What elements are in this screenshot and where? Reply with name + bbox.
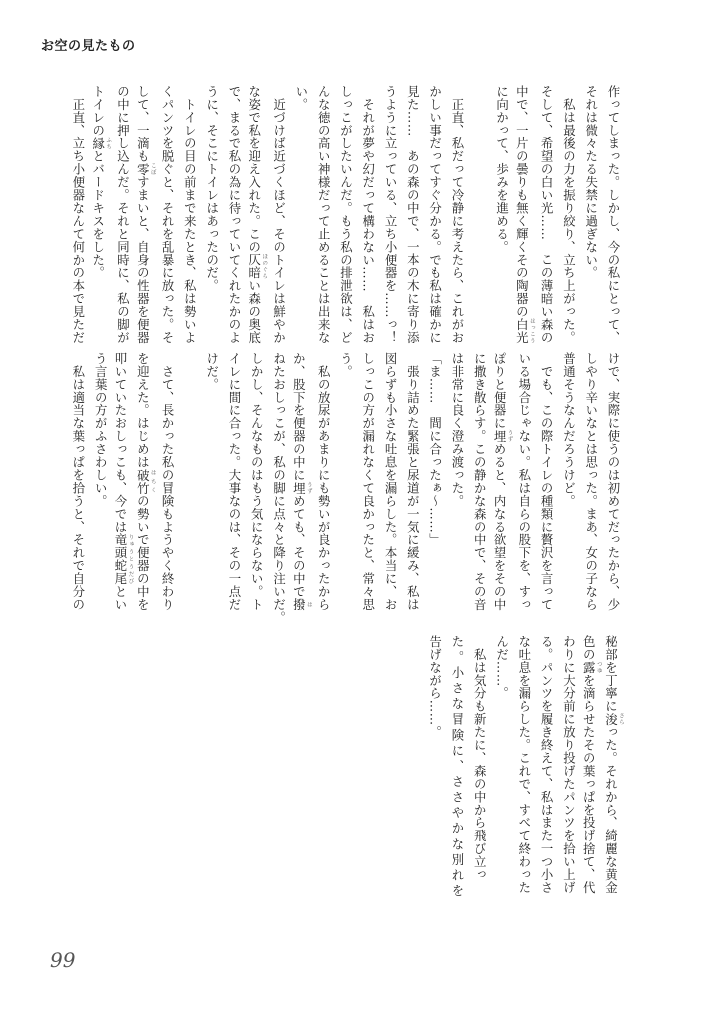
text-segment: 見た…… あの森の中で、一本の木に寄り添 bbox=[405, 85, 421, 344]
text-segment: 近づけば近づくほど、そのトイレは鮮やか bbox=[271, 85, 287, 344]
ruby-reading: ふち bbox=[105, 136, 112, 150]
text-segment: くパンツを脱ぐと、それを乱暴に放った。そ bbox=[160, 85, 176, 344]
text-line bbox=[579, 635, 601, 897]
ruby-reading: こぼ bbox=[149, 162, 156, 176]
ruby-reading: うず bbox=[305, 481, 312, 495]
text-segment: トイレの目の前まで来たとき、私は勢いよ bbox=[182, 85, 198, 344]
text-segment: いる場合じゃない。私は自らの股下を、すっ bbox=[516, 352, 532, 611]
text-line bbox=[490, 352, 512, 614]
text-line bbox=[513, 635, 535, 897]
text-segment: か、股下を便器の中に bbox=[291, 352, 307, 482]
text-tier-1 bbox=[66, 85, 624, 347]
text-segment: とい bbox=[112, 585, 128, 612]
text-line bbox=[602, 635, 624, 897]
text-segment: は非常に良く澄み渡った。 bbox=[449, 352, 465, 508]
ruby-word bbox=[603, 712, 624, 726]
ruby-base: 撥 bbox=[291, 598, 307, 612]
text-segment: けで、実際に使うのは初めてだったから、少 bbox=[606, 352, 621, 611]
text-segment: すまいと、自身の性器を便器 bbox=[135, 175, 151, 345]
text-line bbox=[156, 85, 178, 347]
text-line bbox=[513, 352, 535, 614]
ruby-reading: は bbox=[305, 598, 312, 611]
text-segment: で、まるで私の為に待っていてくれたかのよ bbox=[226, 85, 242, 344]
ruby-base: 破竹 bbox=[135, 468, 151, 495]
text-line bbox=[245, 85, 267, 347]
text-segment: そして、希望の白い光…… この薄暗い森の bbox=[539, 85, 555, 344]
text-line bbox=[379, 352, 401, 614]
text-segment: しっこがしたいんだ。もう私の排泄欲は、ど bbox=[338, 85, 354, 344]
ruby-reading: りゅうとうだび bbox=[127, 533, 134, 586]
ruby-word bbox=[135, 162, 156, 176]
ruby-word bbox=[246, 253, 268, 280]
text-line bbox=[178, 352, 200, 614]
ruby-word bbox=[514, 318, 535, 345]
text-segment: 私の放尿があまりにも勢いが良かったから bbox=[316, 352, 332, 611]
text-line bbox=[602, 85, 624, 347]
text-segment: イレに間に合った。大事なのは、その一点だ bbox=[226, 352, 242, 611]
text-line bbox=[557, 352, 579, 614]
text-line bbox=[267, 352, 289, 624]
text-line bbox=[401, 85, 423, 347]
ruby-reading: さら bbox=[618, 712, 624, 726]
text-line bbox=[200, 85, 222, 347]
ruby-base: 白光 bbox=[514, 318, 530, 345]
text-line bbox=[468, 635, 490, 897]
text-line bbox=[446, 635, 468, 897]
ruby-word bbox=[492, 429, 513, 443]
ruby-word bbox=[90, 136, 112, 150]
page-number: 99 bbox=[50, 948, 76, 972]
ruby-reading: うず bbox=[506, 429, 513, 443]
text-line bbox=[490, 635, 512, 897]
text-segment: しやり辛いなとは思った。まあ、女の子なら bbox=[583, 352, 599, 611]
text-line bbox=[468, 85, 490, 347]
text-segment: 正直、私だって冷静に考えたら、これがお bbox=[449, 85, 465, 344]
text-line bbox=[557, 635, 579, 897]
text-segment: う。 bbox=[338, 352, 354, 378]
text-segment: を滴らせたその葉っぱを投げ捨て、代 bbox=[581, 673, 597, 895]
text-segment: 正直、立ち小便器なんて何かの本で見ただ bbox=[70, 85, 86, 344]
text-line bbox=[223, 352, 245, 614]
text-segment: かしい事だってすぐ分かる。でも私は確かに bbox=[427, 85, 443, 344]
text-line bbox=[579, 85, 601, 347]
ruby-base: 仄暗 bbox=[246, 253, 262, 280]
text-line bbox=[423, 352, 445, 614]
text-line bbox=[156, 352, 178, 614]
text-segment: 「ま…… 間に合ったぁ～……」 bbox=[427, 352, 443, 547]
text-segment: しっこの方が漏れなくて良かったと、常々思 bbox=[360, 352, 376, 611]
text-segment: の勢いで便器の中を bbox=[135, 494, 151, 612]
text-segment: 秘部を丁寧に bbox=[603, 635, 619, 713]
ruby-base: 竜頭蛇尾 bbox=[112, 533, 128, 586]
ruby-reading: はっこう bbox=[528, 318, 535, 344]
text-line bbox=[334, 85, 356, 347]
text-segment: んだ……。 bbox=[494, 635, 510, 700]
text-line bbox=[111, 352, 133, 614]
text-line bbox=[557, 85, 579, 347]
text-segment: に撒き散らす。この静かな森の中で、その音 bbox=[472, 352, 488, 611]
text-line bbox=[356, 352, 378, 614]
text-line bbox=[290, 352, 312, 614]
text-segment: な姿で私を迎え入れた。この bbox=[246, 85, 262, 254]
text-segment: うように立っている、立ち小便器を……っ！ bbox=[383, 85, 399, 344]
ruby-base: 埋 bbox=[291, 481, 307, 495]
text-segment: を迎えた。はじめは bbox=[135, 352, 151, 469]
ruby-base: 埋 bbox=[492, 429, 508, 443]
ruby-word bbox=[112, 533, 134, 586]
text-segment: さて、長かった私の冒険もようやく終わり bbox=[160, 352, 176, 611]
text-segment: めても、その中で bbox=[291, 494, 307, 599]
ruby-word bbox=[135, 468, 156, 495]
text-segment: う言葉の方がふさわしい。 bbox=[93, 352, 109, 508]
ruby-base: 零 bbox=[135, 162, 151, 176]
text-tier-2 bbox=[66, 352, 624, 624]
text-segment: 私は最後の力を振り絞り、立ち上がった。 bbox=[561, 85, 577, 344]
ruby-reading: つゆ bbox=[595, 660, 602, 674]
text-line bbox=[423, 85, 445, 347]
text-line bbox=[89, 352, 111, 614]
text-line bbox=[245, 352, 267, 614]
text-line bbox=[446, 85, 468, 347]
text-segment: して、一滴も bbox=[135, 85, 151, 163]
text-segment: の中に押し込んだ。それと同時に、私の脚が bbox=[115, 85, 131, 344]
text-segment: ぽりと便器に bbox=[492, 352, 508, 430]
text-line bbox=[535, 352, 557, 614]
text-segment: 張り詰めた緊張と尿道が一気に緩み、私は bbox=[405, 352, 421, 611]
text-segment: い森の奥底 bbox=[246, 279, 262, 345]
text-line bbox=[67, 352, 89, 614]
text-segment: うに、そこにトイレはあったのだ。 bbox=[204, 85, 220, 293]
text-line bbox=[468, 352, 490, 614]
text-segment: い。 bbox=[293, 85, 309, 111]
running-header-title: お空の見たもの bbox=[41, 39, 136, 54]
text-segment: とバードキスをした。 bbox=[90, 149, 106, 280]
text-line bbox=[513, 85, 535, 347]
text-line bbox=[535, 85, 557, 347]
ruby-word bbox=[291, 598, 312, 612]
text-segment: でも、この際トイレの種類に贅沢を言って bbox=[539, 352, 555, 611]
text-line bbox=[379, 85, 401, 347]
text-line bbox=[401, 352, 423, 614]
ruby-reading: ほのぐら bbox=[261, 253, 268, 280]
ruby-base: 露 bbox=[581, 660, 597, 674]
text-tier-3 bbox=[66, 635, 624, 897]
text-segment: それが夢や幻だって構わない…… 私はお bbox=[360, 85, 376, 344]
text-segment: 中で、一片の曇りも無く輝くその陶器の bbox=[514, 85, 530, 319]
text-segment: ねたおしっこが、私の脚に点々と降り注いだ。 bbox=[271, 352, 287, 624]
text-segment: な吐息を漏らした。これで、すべて終わった bbox=[516, 635, 532, 894]
text-segment: 色の bbox=[581, 635, 597, 661]
text-segment: しかし、そんなものはもう気にならない。ト bbox=[249, 352, 265, 611]
text-segment: る。パンツを履き終えて、私はまた一つ小さ bbox=[539, 635, 555, 894]
text-line bbox=[535, 635, 557, 897]
text-segment: 普通そうなんだろうけど。 bbox=[561, 352, 577, 508]
text-line bbox=[334, 352, 356, 614]
text-line bbox=[312, 85, 334, 347]
text-segment: 私は適当な葉っぱを拾うと、それで自分の bbox=[70, 352, 86, 611]
text-segment: 告げながら……。 bbox=[427, 635, 443, 739]
text-segment: に向かって、歩みを進める。 bbox=[494, 85, 510, 254]
text-line bbox=[446, 352, 468, 614]
text-line bbox=[133, 352, 155, 614]
ruby-base: 縁 bbox=[90, 136, 106, 150]
text-line bbox=[579, 352, 601, 614]
text-segment: けだ。 bbox=[204, 352, 220, 391]
text-line bbox=[200, 352, 222, 614]
ruby-word bbox=[581, 660, 602, 674]
ruby-base: 浚 bbox=[603, 712, 619, 726]
text-segment: トイレの bbox=[90, 85, 106, 137]
text-segment: た。小さな冒険に、ささやかな別れを bbox=[449, 635, 465, 897]
text-segment: んな徳の高い神様だって止めることは出来な bbox=[316, 85, 332, 344]
text-segment: 作ってしまった。しかし、今の私にとって、 bbox=[606, 85, 621, 344]
text-segment: 叩いていたおしっこも、今では bbox=[112, 352, 128, 534]
ruby-word bbox=[291, 481, 312, 495]
text-line bbox=[423, 635, 445, 897]
text-line bbox=[223, 85, 245, 347]
text-segment: 図らずも小さな吐息を漏らした。本当に、お bbox=[383, 352, 399, 611]
text-line bbox=[290, 85, 312, 347]
text-segment: それは微々たる失禁に過ぎない。 bbox=[583, 85, 599, 280]
text-line bbox=[178, 85, 200, 347]
text-line bbox=[133, 85, 155, 347]
text-line bbox=[312, 352, 334, 614]
text-line bbox=[111, 85, 133, 347]
text-segment: 私は気分も新たに、森の中から飛び立っ bbox=[472, 635, 488, 882]
ruby-reading: はちく bbox=[149, 468, 156, 495]
text-line bbox=[89, 85, 111, 347]
text-segment: わりに大分前に放り投げたパンツを拾い上げ bbox=[561, 635, 577, 894]
text-line bbox=[67, 85, 89, 347]
text-line bbox=[267, 85, 289, 347]
text-line bbox=[602, 352, 624, 614]
text-line bbox=[356, 85, 378, 347]
text-segment: った。それから、綺麗な黄金 bbox=[603, 725, 619, 895]
text-segment: めると、内なる欲望をその中 bbox=[492, 442, 508, 612]
